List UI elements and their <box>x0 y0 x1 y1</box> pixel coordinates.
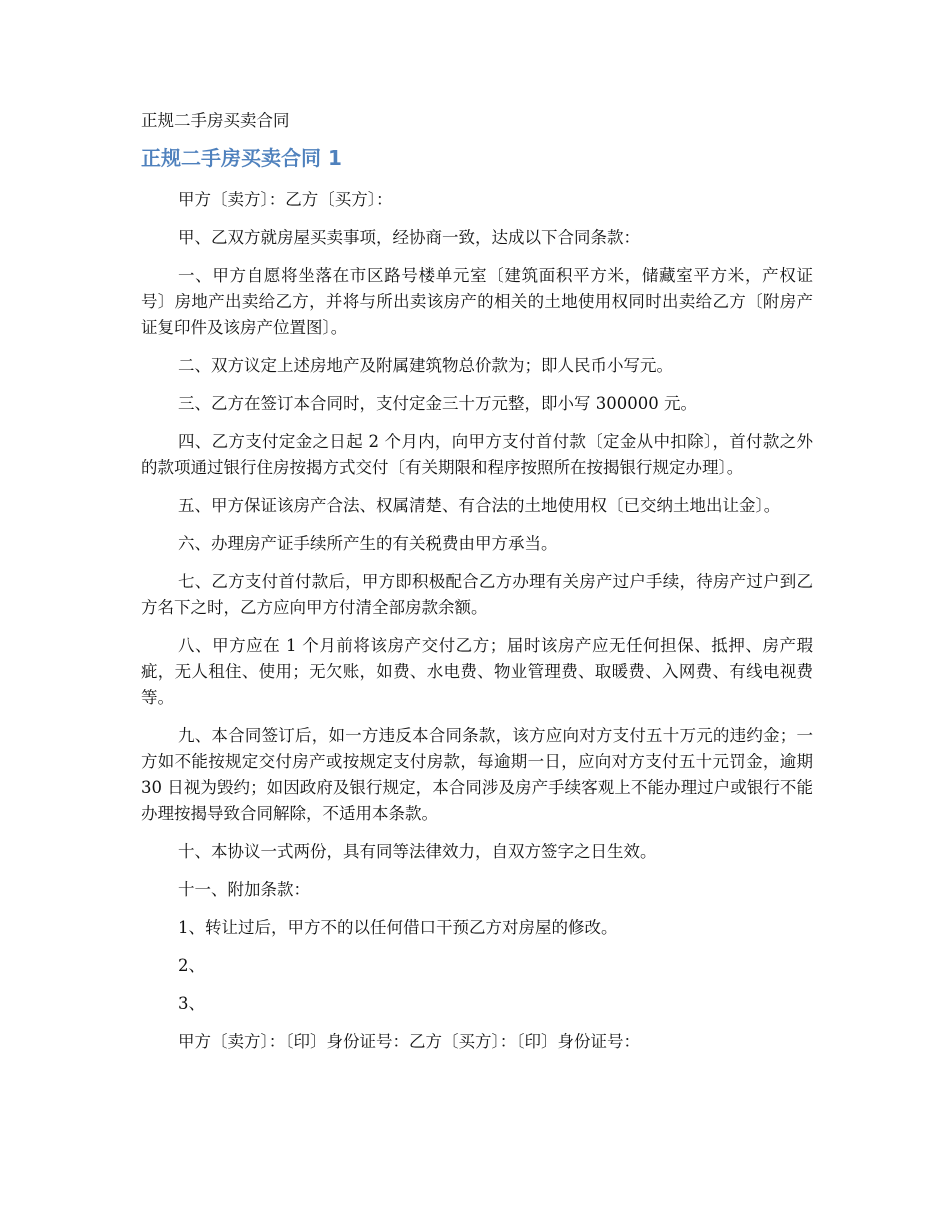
clause-11: 十一、附加条款： <box>178 880 310 899</box>
party-line: 甲方〔卖方〕：乙方〔买方〕： <box>178 190 393 209</box>
document-title-line: 正规二手房买卖合同 <box>141 111 290 130</box>
additional-term-2: 2、 <box>178 956 205 975</box>
clause-4: 四、乙方支付定金之日起 2 个月内，向甲方支付首付款〔定金从中扣除〕，首付款之外的款项通过银行住房按揭方式交付〔有关期限和程序按照所在按揭银行规定办理〕。 <box>141 432 813 477</box>
additional-term-3: 3、 <box>178 994 205 1013</box>
clause-2: 二、双方议定上述房地产及附属建筑物总价款为；即人民币小写元。 <box>178 356 673 375</box>
document-heading: 正规二手房买卖合同 1 <box>141 146 342 170</box>
clause-3: 三、乙方在签订本合同时，支付定金三十万元整，即小写 300000 元。 <box>178 394 697 413</box>
clause-1: 一、甲方自愿将坐落在市区路号楼单元室〔建筑面积平方米，储藏室平方米，产权证号〕房地产出卖给乙方，并将与所出卖该房产的相关的土地使用权同时出卖给乙方〔附房产证复印件及该房产位置图〕。 <box>141 266 813 337</box>
clause-8: 八、甲方应在 1 个月前将该房产交付乙方；届时该房产应无任何担保、抵押、房产瑕疵，无人租住、使用；无欠账，如费、水电费、物业管理费、取暖费、入网费、有线电视费等。 <box>141 636 813 707</box>
clause-6: 六、办理房产证手续所产生的有关税费由甲方承当。 <box>178 534 558 553</box>
additional-term-1: 1、转让过后，甲方不的以任何借口干预乙方对房屋的修改。 <box>178 918 618 937</box>
signature-line: 甲方〔卖方〕：〔印〕身份证号：乙方〔买方〕：〔印〕身份证号： <box>178 1032 640 1051</box>
clause-7: 七、乙方支付首付款后，甲方即积极配合乙方办理有关房产过户手续，待房产过户到乙方名下之时，乙方应向甲方付清全部房款余额。 <box>141 572 813 617</box>
clause-10: 十、本协议一式两份，具有同等法律效力，自双方签字之日生效。 <box>178 842 657 861</box>
document-body <box>141 108 813 1067</box>
clause-9: 九、本合同签订后，如一方违反本合同条款，该方应向对方支付五十万元的违约金；一方如不能按规定交付房产或按规定支付房款，每逾期一日，应向对方支付五十元罚金，逾期 30 日视为毁约；如因政府及银行规定，本合同涉及房产手续客观上不能办理过户或银行不能办理按揭导致合同解除，不适用本条款。 <box>141 726 813 823</box>
intro-paragraph: 甲、乙双方就房屋买卖事项，经协商一致，达成以下合同条款： <box>178 228 640 247</box>
clause-5: 五、甲方保证该房产合法、权属清楚、有合法的土地使用权〔已交纳土地出让金〕。 <box>178 496 781 515</box>
